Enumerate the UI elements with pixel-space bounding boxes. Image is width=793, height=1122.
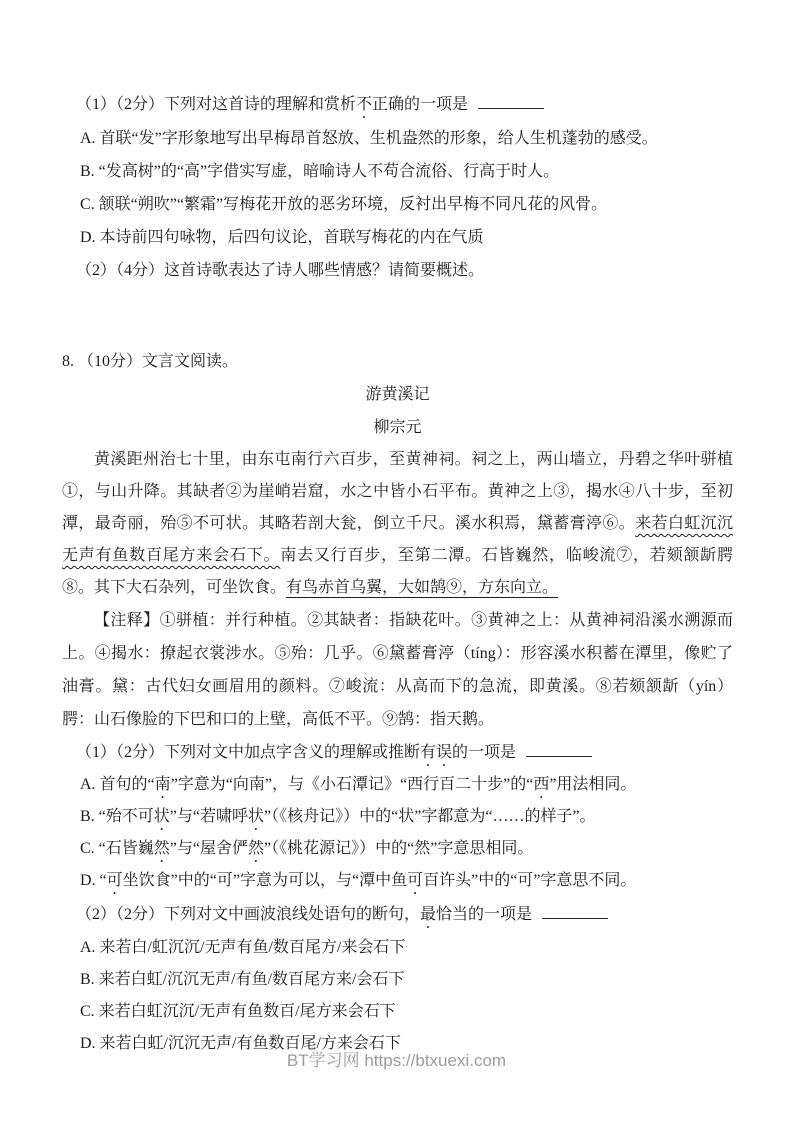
answer-blank — [542, 903, 608, 919]
text-segment: B. “殆不可 — [80, 808, 154, 825]
q8-sub2-option-a: A. 来若白/虹沉沉/无声有鱼/数百尾方/来会石下 — [80, 939, 406, 956]
emphasized-char: 可 — [106, 872, 123, 889]
text-segment: （1）（2分）下列对这首诗的理解和赏析 — [76, 96, 357, 113]
q8-passage-title: 游黄溪记 — [365, 386, 430, 403]
text-segment: ”与“屋舍俨 — [169, 840, 249, 857]
q7-sub1-stem — [62, 88, 733, 122]
emphasized-char: 状 — [153, 808, 170, 825]
text-segment: ”（《核舟记》）中的“状”字都意为“……的样子”。 — [264, 808, 596, 825]
text-segment: 正确的一项是 — [372, 96, 469, 113]
q7-sub1-option-b: B. “发高树”的“高”字借实写虚，暗喻诗人不苟合流俗、行高于时人。 — [80, 163, 560, 180]
q8-sub1-option-b — [62, 802, 733, 834]
wavy-underlined-text: 来若白虹沉沉无声有鱼数百尾方来会石下。 — [62, 515, 733, 564]
q8-sub2-options — [62, 932, 733, 1060]
question-8-block — [62, 345, 733, 1060]
q8-heading: 8. （10分）文言文阅读。 — [62, 353, 239, 370]
q8-passage-author: 柳宗元 — [373, 419, 422, 436]
text-segment: 黄溪距州治七十里，由东屯南行六百步，至黄神祠。祠之上，两山墙立，丹碧之华叶骈植①，与山升降。其缺者②为崖峭岩窟，水之中皆小石平布。黄神之上③，揭水④八十步，至初潭，最奇丽，殆⑤不可状。其略若剖大瓮，倒立千尺。溪水积焉，黛蓄膏渟⑥。 — [62, 451, 733, 532]
text-segment: ”字意为“向南”，与《小石潭记》“西行百二十步”的“ — [170, 776, 534, 793]
q8-sub1-option-d — [62, 866, 733, 898]
answer-blank — [526, 741, 592, 757]
emphasized-char: 然 — [153, 840, 170, 857]
text-segment: ”用法相同。 — [549, 776, 637, 793]
text-segment: ”（《桃花源记》）中的“然”字意思相同。 — [264, 840, 534, 857]
answer-blank — [478, 93, 544, 109]
emphasized-char: 有误 — [420, 744, 453, 761]
q7-sub1-option-d: D. 本诗前四句咏物，后四句议论，首联写梅花的内在气质 — [80, 229, 484, 246]
q8-sub2-stem-text — [76, 906, 532, 923]
q8-sub1-option-c — [62, 834, 733, 866]
text-segment: ”与“若啸呼 — [169, 808, 249, 825]
text-segment: （1）（2分）下列对文中加点字含义的理解或推断 — [76, 744, 421, 761]
q8-sub2-option-c: C. 来若白虹沉沉/无声有鱼数百/尾方来会石下 — [80, 1003, 396, 1020]
q7-sub1-stem-text — [76, 96, 468, 113]
q7-sub1-option-a: A. 首联“发”字形象地写出早梅昂首怒放、生机盎然的形象，给人生机蓬勃的感受。 — [80, 130, 658, 147]
text-segment: C. “石皆巍 — [80, 840, 154, 857]
q7-sub2-stem: （2）（4分）这首诗歌表达了诗人哪些情感？请简要概述。 — [76, 262, 485, 279]
emphasized-char: 最 — [420, 906, 437, 923]
q8-sub2-option-d: D. 来若白虹/沉沉无声/有鱼数百尾/方来会石下 — [80, 1035, 401, 1052]
emphasized-char: 可 — [407, 872, 424, 889]
q8-sub1-stem — [62, 736, 733, 770]
emphasized-char: 南 — [154, 776, 171, 793]
q8-annotations: 【注释】①骈植：并行种植。②其缺者：指缺花叶。③黄神之上：从黄神祠沿溪水溯源而上。④揭水：撩起衣裳涉水。⑤殆：几乎。⑥黛蓄膏渟（tíng）：形容溪水积蓄在潭里，像贮了油膏。黛：古代妇女画眉用的颜料。⑦峻流：从高而下的急流，即黄溪。⑧若颏颔龂（yín）腭：山石像脸的下巴和口的上壁，高低不平。⑨鹄：指天鹅。 — [62, 612, 733, 728]
text-segment: D. “ — [80, 872, 107, 889]
text-segment: 南去又行百步，至第二潭。石皆巍然，临峻流⑦，若颏颔龂腭⑧。其下大石杂列，可坐饮食。 — [62, 547, 733, 596]
q8-sub1-stem-text — [76, 744, 516, 761]
text-segment: 的一项是 — [452, 744, 517, 761]
text-segment: A. 首句的“ — [80, 776, 155, 793]
solid-underlined-text: 有鸟赤首乌翼，大如鹄⑨，方东向立。 — [286, 579, 559, 596]
q8-sub2-option-b: B. 来若白虹/沉沉无声/有鱼/数百尾方来/会石下 — [80, 971, 405, 988]
text-segment: 坐饮食”中的“可”字意为可以，与“潭中鱼 — [122, 872, 408, 889]
text-segment: 恰当的一项是 — [436, 906, 533, 923]
text-segment: （2）（2分）下列对文中画波浪线处语句的断句， — [76, 906, 421, 923]
q8-classical-passage — [62, 444, 733, 604]
watermark-footer: BT学习网 https://btxuexi.com — [286, 1051, 507, 1070]
text-segment: 百许头”中的“可”字意思不同。 — [423, 872, 637, 889]
question-7-block — [62, 88, 733, 287]
q8-sub1-option-a — [62, 770, 733, 802]
emphasized-char: 状 — [248, 808, 265, 825]
emphasized-char: 不 — [356, 96, 373, 113]
q7-sub1-option-c: C. 颔联“朔吹”“繁霜”写梅花开放的恶劣环境，反衬出早梅不同凡花的风骨。 — [80, 196, 608, 213]
q8-sub2-stem — [62, 898, 733, 932]
emphasized-char: 西 — [533, 776, 550, 793]
emphasized-char: 然 — [248, 840, 265, 857]
q8-sub1-options — [62, 770, 733, 898]
